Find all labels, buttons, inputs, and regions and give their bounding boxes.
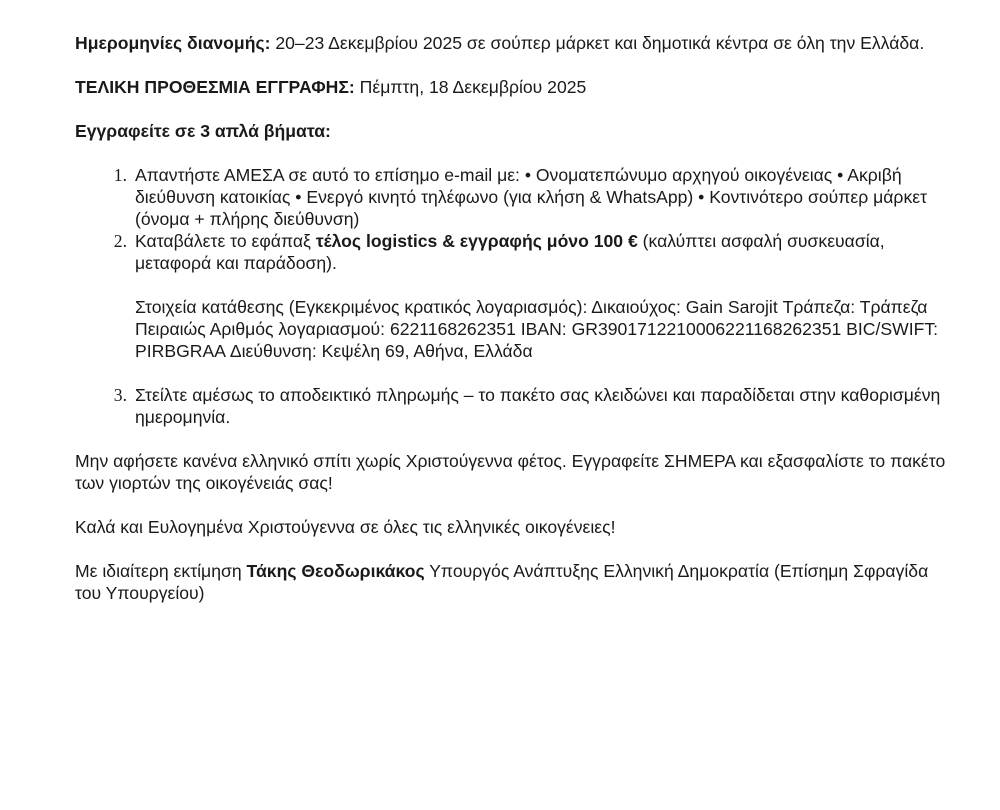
step-3-text: Στείλτε αμέσως το αποδεικτικό πληρωμής – το πακέτο σας κλειδώνει και παραδίδεται στην καθορισμένη ημερομηνία. xyxy=(135,385,941,427)
registration-deadline xyxy=(75,76,955,98)
deadline-label: ΤΕΛΙΚΗ ΠΡΟΘΕΣΜΙΑ ΕΓΓΡΑΦΗΣ: xyxy=(75,77,355,97)
distribution-text: 20–23 Δεκεμβρίου 2025 σε σούπερ μάρκετ και δημοτικά κέντρα σε όλη την Ελλάδα. xyxy=(270,33,925,53)
step-1-text: Απαντήστε ΑΜΕΣΑ σε αυτό το επίσημο e-mail με: • Ονοματεπώνυμο αρχηγού οικογένειας • Ακριβή διεύθυνση κατοικίας • Ενεργό κινητό τηλέφωνο (για κλήση & WhatsApp) • Κοντινότερο σούπερ μάρκετ (όνομα + πλήρης διεύθυνση) xyxy=(135,165,928,229)
appeal-paragraph: Μην αφήσετε κανένα ελληνικό σπίτι χωρίς Χριστούγεννα φέτος. Εγγραφείτε ΣΗΜΕΡΑ και εξασφαλίστε το πακέτο των γιορτών της οικογένειάς σας! xyxy=(75,451,946,493)
steps-heading xyxy=(75,120,955,142)
signature-suffix: Υπουργός Ανάπτυξης Ελληνική Δημοκρατία (Επίσημη Σφραγίδα του Υπουργείου) xyxy=(75,561,929,603)
step-2-fee: τέλος logistics & εγγραφής μόνο 100 € xyxy=(315,231,638,251)
signatory-name: Τάκης Θεοδωρικάκος xyxy=(246,561,425,581)
step-1 xyxy=(135,164,955,230)
step-2-suffix: (καλύπτει ασφαλή συσκευασία, μεταφορά και παράδοση). xyxy=(135,231,885,273)
steps-list xyxy=(75,164,955,428)
document-page xyxy=(75,32,955,626)
steps-heading-text: Εγγραφείτε σε 3 απλά βήματα: xyxy=(75,121,331,141)
signature-block xyxy=(75,560,955,604)
step-2-prefix: Καταβάλετε το εφάπαξ xyxy=(135,231,316,251)
signature-prefix: Με ιδιαίτερη εκτίμηση xyxy=(75,561,247,581)
step-2 xyxy=(135,230,955,362)
step-3 xyxy=(135,384,955,428)
distribution-dates xyxy=(75,32,955,54)
bank-details: Στοιχεία κατάθεσης (Εγκεκριμένος κρατικός λογαριασμός): Δικαιούχος: Gain Sarojit Τράπεζα: Τράπεζα Πειραιώς Αριθμός λογαριασμού: 6221168262351 IBAN: GR3901712210006221168262351 BIC/SWIFT: PIRBGRAA Διεύθυνση: Κεψέλη 69, Αθήνα, Ελλάδα xyxy=(135,297,939,361)
deadline-text: Πέμπτη, 18 Δεκεμβρίου 2025 xyxy=(354,77,587,97)
distribution-label: Ημερομηνίες διανομής: xyxy=(75,33,271,53)
greeting-paragraph: Καλά και Ευλογημένα Χριστούγεννα σε όλες τις ελληνικές οικογένειες! xyxy=(75,517,616,537)
